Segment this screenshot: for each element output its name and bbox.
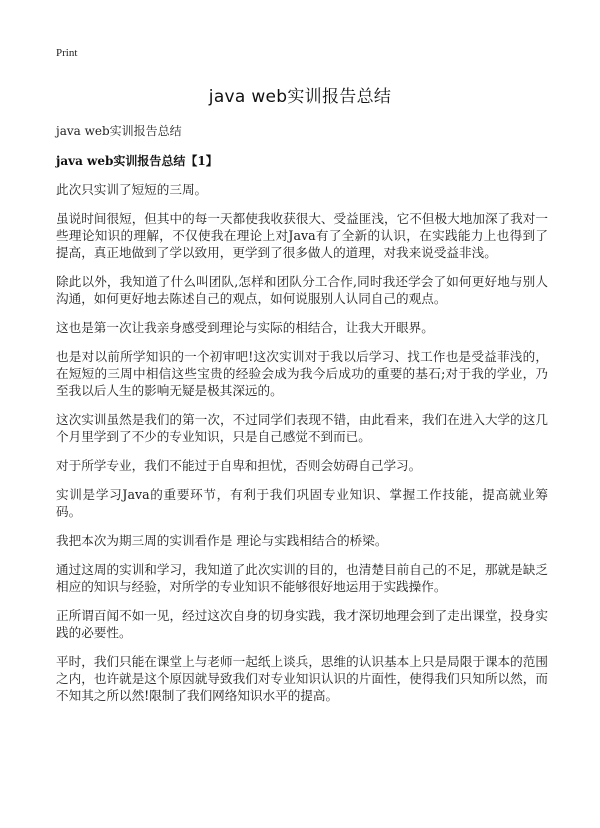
paragraph-9: 我把本次为期三周的实训看作是 理论与实践相结合的桥梁。: [56, 533, 388, 548]
article-body: [56, 181, 548, 716]
paragraph-8: 实训是学习Java的重要环节，有利于我们巩固专业知识、掌握工作技能，提高就业筹码。: [56, 487, 548, 519]
paragraph-10: 通过这周的实训和学习，我知道了此次实训的目的，也清楚目前自己的不足，那就是缺乏相应的知识与经验，对所学的专业知识不能够很好地运用于实践操作。: [56, 562, 548, 594]
page-title: java web实训报告总结: [208, 87, 392, 107]
paragraph-3: 除此以外，我知道了什么叫团队,怎样和团队分工合作,同时我还学会了如何更好地与别人沟通，如何更好地去陈述自己的观点，如何说服别人认同自己的观点。: [56, 274, 548, 306]
paragraph-7: 对于所学专业，我们不能过于自卑和担忧，否则会妨碍自己学习。: [56, 458, 422, 473]
section-heading: java web实训报告总结【1】: [56, 154, 218, 168]
paragraph-11: 正所谓百闻不如一见，经过这次自身的切身实践，我才深切地理会到了走出课堂，投身实践的必要性。: [56, 608, 548, 640]
paragraph-6: 这次实训虽然是我们的第一次，不过同学们表现不错，由此看来，我们在进入大学的这几个月里学到了不少的专业知识，只是自己感觉不到而已。: [56, 412, 548, 444]
paragraph-5: 也是对以前所学知识的一个初审吧!这次实训对于我以后学习、找工作也是受益菲浅的，在短短的三周中相信这些宝贵的经验会成为我今后成功的重要的基石;对于我的学业，乃至我以后人生的影响无疑是极其深远的。: [56, 349, 548, 398]
document-subtitle: java web实训报告总结: [56, 124, 182, 138]
paragraph-12: 平时，我们只能在课堂上与老师一起纸上谈兵，思维的认识基本上只是局限于课本的范围之内，也许就是这个原因就导致我们对专业知识认识的片面性，使得我们只知所以然，而不知其之所以然!限制了我们网络知识水平的提高。: [56, 654, 548, 703]
print-link[interactable]: Print: [56, 47, 78, 59]
paragraph-1: 此次只实训了短短的三周。: [56, 182, 208, 197]
paragraph-4: 这也是第一次让我亲身感受到理论与实际的相结合，让我大开眼界。: [56, 320, 434, 335]
paragraph-2: 虽说时间很短，但其中的每一天都使我收获很大、受益匪浅，它不但极大地加深了我对一些理论知识的理解，不仅使我在理论上对Java有了全新的认识，在实践能力上也得到了提高，真正地做到了学以致用，更学到了很多做人的道理，对我来说受益非浅。: [56, 211, 548, 260]
